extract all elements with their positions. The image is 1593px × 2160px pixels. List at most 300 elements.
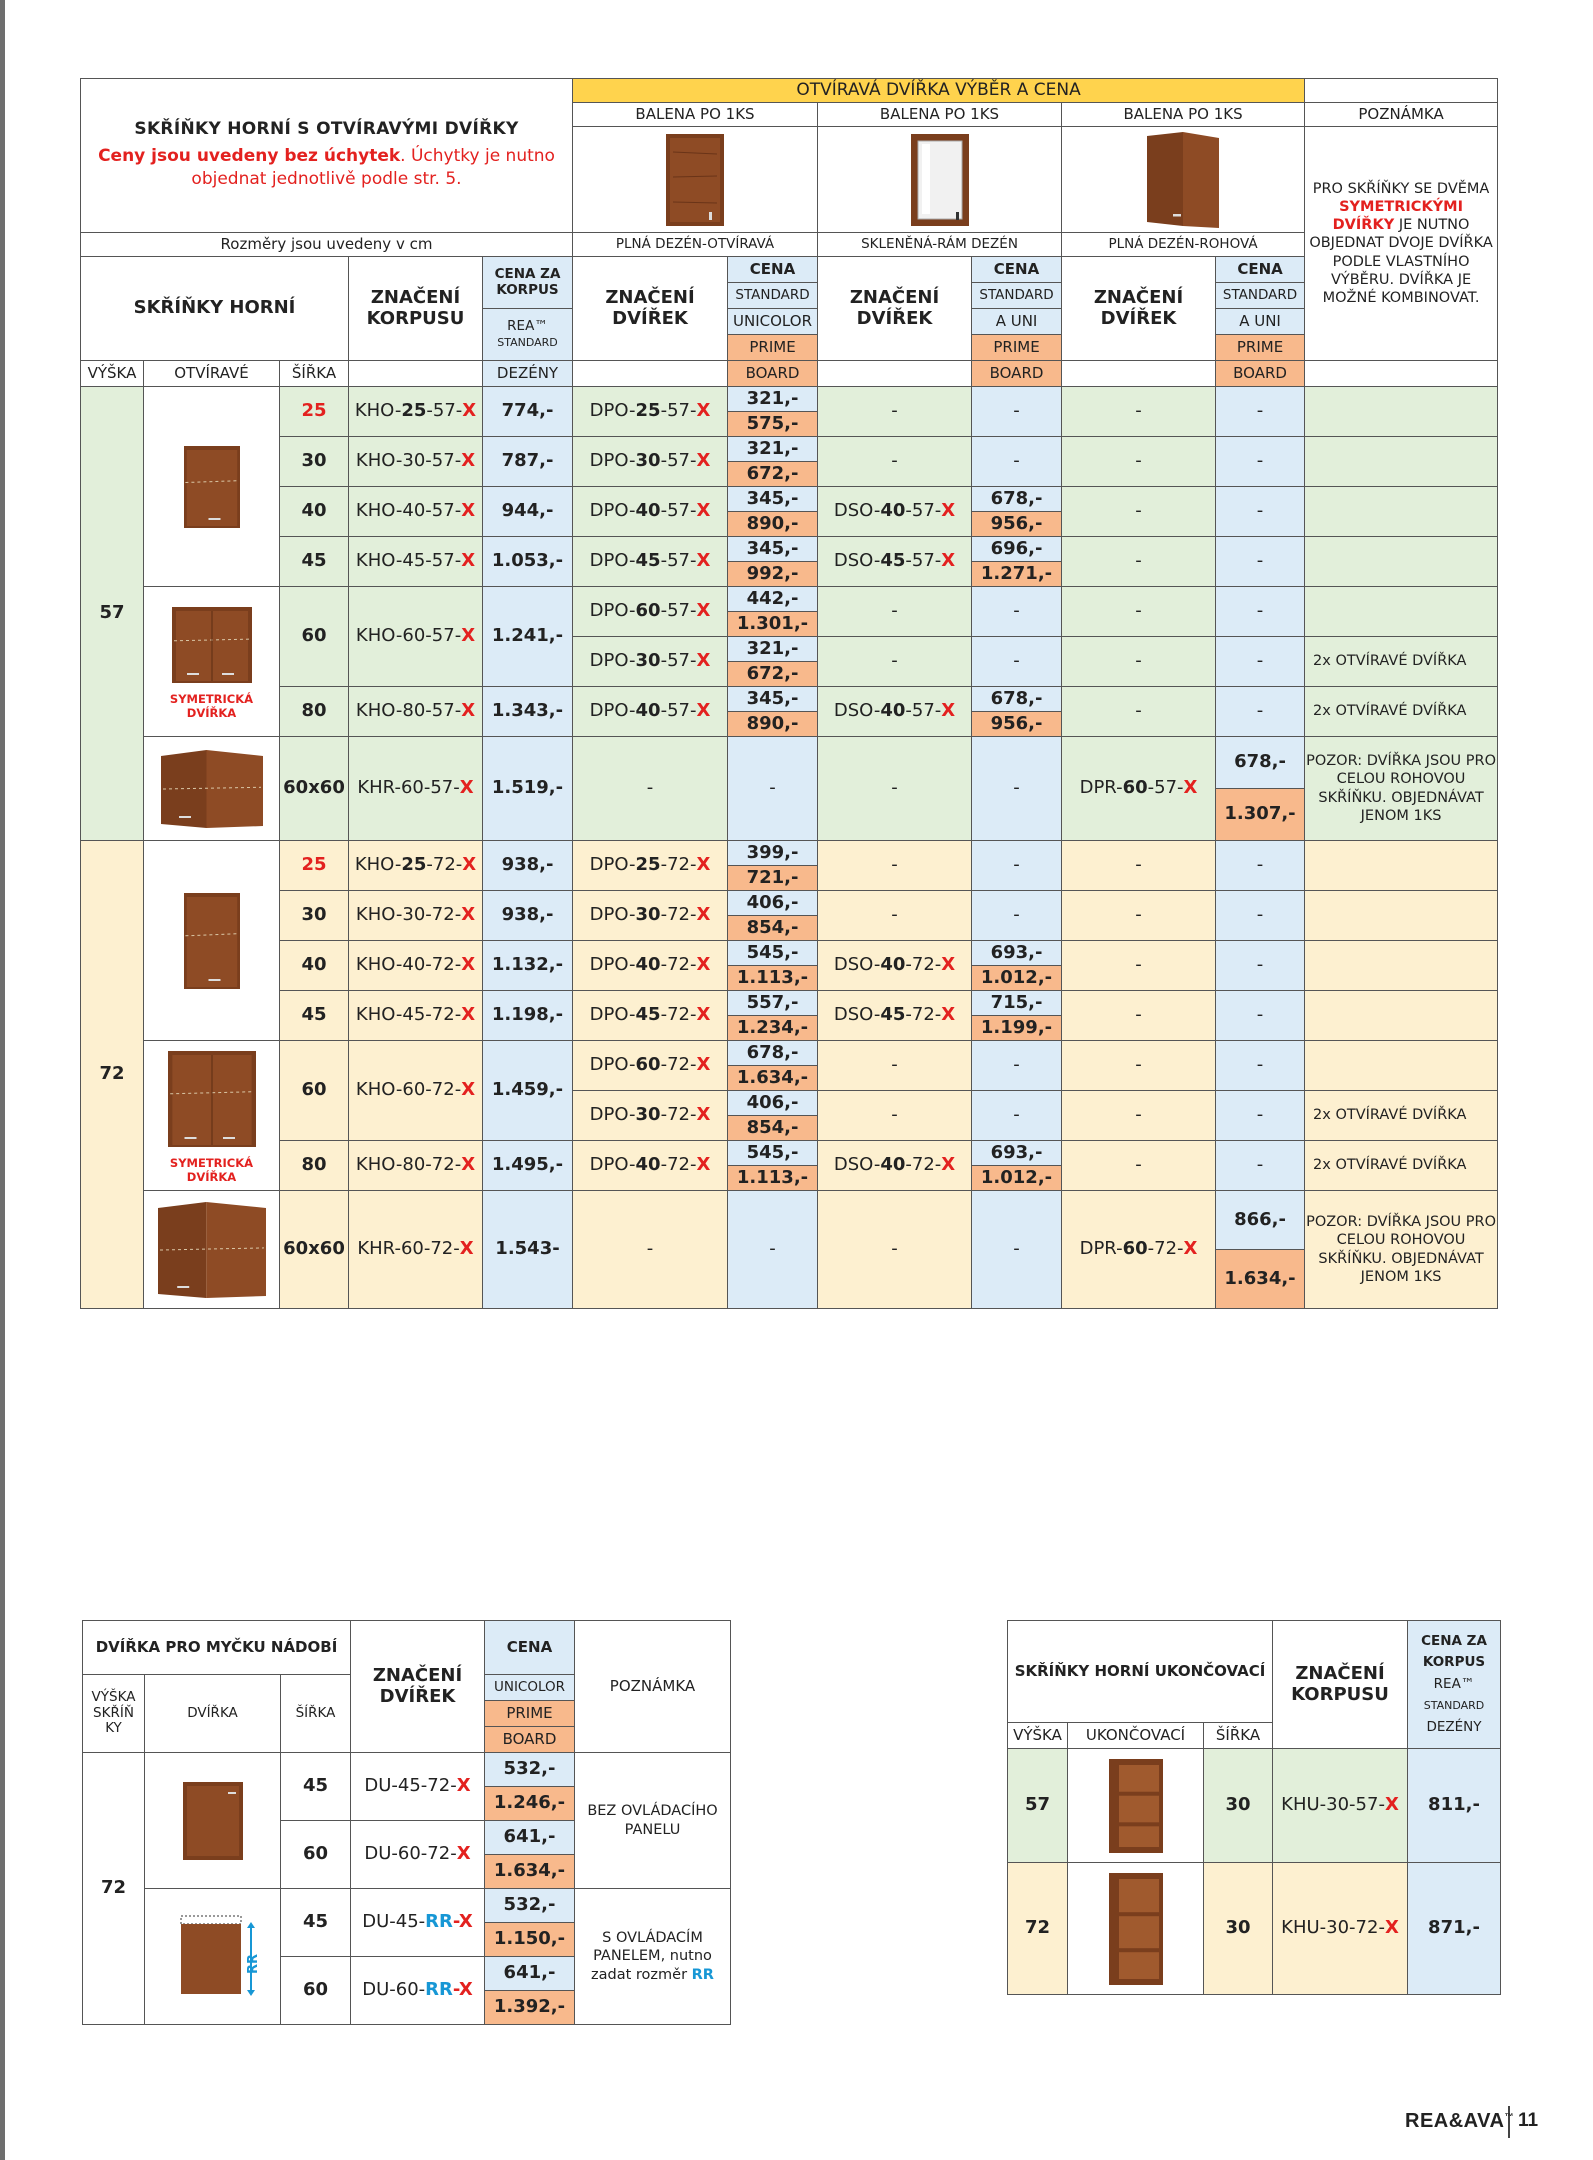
door-type-glass: SKLENĚNÁ-RÁM DEZÉN (818, 233, 1062, 257)
door-price-standard: 406,- (728, 891, 818, 916)
glass-door-price: - (972, 387, 1062, 437)
dishwasher-poznamka: POZNÁMKA (575, 1621, 731, 1753)
door-price-standard: 345,- (728, 487, 818, 512)
dishwasher-code: DU-45-RR-X (351, 1889, 485, 1957)
corner-door-code: - (1062, 637, 1216, 687)
dishwasher-code: DU-60-RR-X (351, 1957, 485, 2025)
height-value: 57 (81, 387, 144, 841)
end-cabinets-table (1007, 1620, 1501, 1995)
glass-door-price: - (972, 841, 1062, 891)
width-value: 30 (280, 891, 349, 941)
product-row (81, 1141, 1498, 1166)
standard-label-2: STANDARD (972, 283, 1062, 309)
glass-door-code: DSO-40-57-X (818, 487, 972, 537)
glass-door-code: DSO-40-57-X (818, 687, 972, 737)
door-price-standard: 321,- (728, 437, 818, 462)
corner-door-code: - (1062, 437, 1216, 487)
row-note: 2x OTVÍRAVÉ DVÍŘKA (1305, 1091, 1498, 1141)
header-title-cell (81, 79, 573, 233)
korpus-price: 774,- (483, 387, 573, 437)
door-code: DPO-30-57-X (573, 637, 728, 687)
end-code: KHU-30-57-X (1273, 1749, 1408, 1863)
glass-door-price-prime: 956,- (972, 512, 1062, 537)
glass-door-price: - (972, 587, 1062, 637)
product-row (81, 687, 1498, 712)
door-price-prime: 1.301,- (728, 612, 818, 637)
balena-2: BALENA PO 1KS (818, 103, 1062, 127)
end-code-header: ZNAČENÍ KORPUSU (1273, 1621, 1408, 1749)
glass-door-price: - (972, 1041, 1062, 1091)
price-note-bold: Ceny jsou uvedeny bez úchytek (98, 146, 401, 167)
door-code: DPO-40-72-X (573, 941, 728, 991)
glass-door-price-standard: 696,- (972, 537, 1062, 562)
unicolor-label-1: UNICOLOR (728, 309, 818, 335)
dishwasher-code: DU-45-72-X (351, 1753, 485, 1821)
a-uni-label-2: A UNI (972, 309, 1062, 335)
door-price-prime: 854,- (728, 916, 818, 941)
corner-door-code: - (1062, 1091, 1216, 1141)
dishwasher-code-header: ZNAČENÍ DVÍŘEK (351, 1621, 485, 1753)
end-height: 72 (1008, 1863, 1068, 1995)
glass-door-code: DSO-45-72-X (818, 991, 972, 1041)
corner-door-price-prime: 1.307,- (1216, 789, 1305, 841)
row-note (1305, 387, 1498, 437)
glass-door-price-prime: 1.271,- (972, 562, 1062, 587)
door-price-standard: 321,- (728, 387, 818, 412)
cena-header-1: CENA (728, 257, 818, 283)
corner-door-code: - (1062, 387, 1216, 437)
width-value: 40 (280, 487, 349, 537)
korpus-price: 1.241,- (483, 587, 573, 687)
width-value: 60x60 (280, 737, 349, 841)
end-row (1008, 1863, 1501, 1995)
cabinet-image-cell (144, 737, 280, 841)
glass-door-price-standard: 678,- (972, 487, 1062, 512)
corner-door-price: - (1216, 387, 1305, 437)
corner-door-price: - (1216, 637, 1305, 687)
glass-door-price-standard: 715,- (972, 991, 1062, 1016)
poznamka-header: POZNÁMKA (1305, 103, 1498, 127)
korpus-price: 787,- (483, 437, 573, 487)
standard-label-3: STANDARD (1216, 283, 1305, 309)
door-price-prime: 1.234,- (728, 1016, 818, 1041)
dishwasher-door-image (178, 1778, 248, 1864)
door-code: DPO-40-57-X (573, 487, 728, 537)
page-number: 11 (1518, 2110, 1539, 2131)
korpus-price: 1.343,- (483, 687, 573, 737)
svg-text:RR: RR (245, 1953, 261, 1974)
korpus-code: KHO-40-72-X (349, 941, 483, 991)
corner-door-price-standard: 866,- (1216, 1191, 1305, 1250)
otvirave-header: OTVÍRAVÉ (144, 361, 280, 387)
door-price-prime: 1.113,- (728, 1166, 818, 1191)
corner-door-code: - (1062, 1141, 1216, 1191)
product-row (81, 1191, 1498, 1250)
dishwasher-unicolor: UNICOLOR (485, 1675, 575, 1701)
dishwasher-height: 72 (83, 1753, 145, 2025)
end-image-cell (1068, 1749, 1204, 1863)
cabinet-image-cell (144, 1191, 280, 1309)
dishwasher-row (83, 1889, 731, 1923)
cabinet-image (157, 1047, 267, 1151)
row-note: 2x OTVÍRAVÉ DVÍŘKA (1305, 1141, 1498, 1191)
corner-door-code: - (1062, 891, 1216, 941)
dishwasher-price-prime: 1.150,- (485, 1923, 575, 1957)
cabinet-image (162, 603, 262, 687)
glass-door-price-prime: 1.012,- (972, 1166, 1062, 1191)
glass-door-code: - (818, 587, 972, 637)
door-code: DPO-40-72-X (573, 1141, 728, 1191)
end-row (1008, 1749, 1501, 1863)
door-price-standard: 545,- (728, 941, 818, 966)
korpus-price: 938,- (483, 891, 573, 941)
korpus-price: 1.053,- (483, 537, 573, 587)
korpus-price: 1.198,- (483, 991, 573, 1041)
door-price-prime: 854,- (728, 1116, 818, 1141)
corner-door-code: - (1062, 941, 1216, 991)
korpus-code: KHO-45-57-X (349, 537, 483, 587)
end-price: 871,- (1408, 1863, 1501, 1995)
dishwasher-sirka: ŠÍŘKA (281, 1675, 351, 1753)
door-code: DPO-45-72-X (573, 991, 728, 1041)
korpus-code: KHO-40-57-X (349, 487, 483, 537)
dishwasher-dvirka: DVÍŘKA (145, 1675, 281, 1753)
height-value: 72 (81, 841, 144, 1309)
corner-door-price: - (1216, 687, 1305, 737)
glass-door-price-standard: 678,- (972, 687, 1062, 712)
korpus-code: KHO-60-72-X (349, 1041, 483, 1141)
row-note (1305, 891, 1498, 941)
corner-door-price: - (1216, 891, 1305, 941)
corner-door-price-standard: 678,- (1216, 737, 1305, 789)
a-uni-label-3: A UNI (1216, 309, 1305, 335)
dishwasher-code: DU-60-72-X (351, 1821, 485, 1889)
dishwasher-rr-image-cell (145, 1889, 281, 2025)
row-note: 2x OTVÍRAVÉ DVÍŘKA (1305, 687, 1498, 737)
prime-label-2: PRIME (972, 335, 1062, 361)
glass-door-price-standard: 693,- (972, 1141, 1062, 1166)
upper-cabinets-table (80, 78, 1498, 1309)
corner-door-code: - (1062, 487, 1216, 537)
door-price-standard: 678,- (728, 1041, 818, 1066)
cabinet-image (177, 442, 247, 532)
glass-door-code: - (818, 1041, 972, 1091)
rea-standard-label: REA™ STANDARD (483, 309, 573, 361)
row-note (1305, 941, 1498, 991)
vyska-header: VÝŠKA (81, 361, 144, 387)
dishwasher-width: 45 (281, 1889, 351, 1957)
door-price-prime: 992,- (728, 562, 818, 587)
row-note: POZOR: DVÍŘKA JSOU PRO CELOU ROHOVOU SKŘÍŇKU. OBJEDNÁVAT JENOM 1KS (1305, 1191, 1498, 1309)
dishwasher-width: 60 (281, 1957, 351, 2025)
brand-logo: REA&AVA™ (1405, 2110, 1514, 2132)
prime-label-1: PRIME (728, 335, 818, 361)
glass-door-price: - (972, 737, 1062, 841)
cabinet-image-cell (144, 387, 280, 587)
door-price-prime: 721,- (728, 866, 818, 891)
glass-door-price-prime: 1.199,- (972, 1016, 1062, 1041)
width-value: 45 (280, 991, 349, 1041)
corner-door-code: - (1062, 687, 1216, 737)
width-value: 25 (280, 841, 349, 891)
end-price-header: CENA ZA KORPUS REA™ STANDARD DEZÉNY (1408, 1621, 1501, 1749)
row-note (1305, 537, 1498, 587)
dishwasher-rr-door-image (161, 1912, 265, 2002)
prime-label-3: PRIME (1216, 335, 1305, 361)
dishwasher-price-prime: 1.634,- (485, 1855, 575, 1889)
door-code: - (573, 737, 728, 841)
row-note (1305, 991, 1498, 1041)
korpus-code: KHO-30-72-X (349, 891, 483, 941)
corner-door-code: - (1062, 537, 1216, 587)
door-code: DPO-30-72-X (573, 1091, 728, 1141)
corner-door-price: - (1216, 487, 1305, 537)
width-value: 45 (280, 537, 349, 587)
dishwasher-vyska: VÝŠKA SKŘÍŇ KY (83, 1675, 145, 1753)
dishwasher-price-standard: 641,- (485, 1957, 575, 1991)
end-code: KHU-30-72-X (1273, 1863, 1408, 1995)
corner-door-price: - (1216, 991, 1305, 1041)
korpus-code: KHO-25-57-X (349, 387, 483, 437)
glass-door-price-prime: 956,- (972, 712, 1062, 737)
symmetric-doors-note: PRO SKŘÍŇKY SE DVĚMA SYMETRICKÝMI DVÍŘKY JE NUTNO OBJEDNAT DVOJE DVÍŘKA PODLE VLASTNÍHO VÝBĚRU. DVÍŘKA JE MOŽNÉ KOMBINOVAT. (1305, 127, 1498, 361)
door-price-standard: 321,- (728, 637, 818, 662)
cabinet-image (154, 1198, 270, 1302)
door-price-standard: - (728, 737, 818, 841)
corner-door-price: - (1216, 1041, 1305, 1091)
door-price-prime: 672,- (728, 662, 818, 687)
product-row (81, 941, 1498, 966)
cena-header-3: CENA (1216, 257, 1305, 283)
door-glass-image (908, 132, 972, 228)
korpus-code: KHO-60-57-X (349, 587, 483, 687)
balena-1: BALENA PO 1KS (573, 103, 818, 127)
dims-note: Rozměry jsou uvedeny v cm (81, 233, 573, 257)
door-price-prime: 890,- (728, 512, 818, 537)
door-code: DPO-30-72-X (573, 891, 728, 941)
board-label-2: BOARD (972, 361, 1062, 387)
cabinet-image-cell (144, 587, 280, 737)
glass-door-code: - (818, 437, 972, 487)
korpus-price: 1.543- (483, 1191, 573, 1309)
korpus-price: 1.495,- (483, 1141, 573, 1191)
door-glass-image-cell (818, 127, 1062, 233)
page-title: SKŘÍŇKY HORNÍ S OTVÍRAVÝMI DVÍŘKY (134, 118, 519, 139)
dishwasher-doors-table (82, 1620, 731, 2025)
cabinet-image (157, 746, 267, 832)
cabinet-image-cell (144, 1041, 280, 1191)
corner-door-price-prime: 1.634,- (1216, 1250, 1305, 1309)
standard-label-1: STANDARD (728, 283, 818, 309)
symmetric-label: SYMETRICKÁ DVÍŘKA (169, 1156, 254, 1184)
korpus-price: 938,- (483, 841, 573, 891)
product-row (81, 891, 1498, 916)
glass-door-price: - (972, 1191, 1062, 1309)
door-price-prime: 575,- (728, 412, 818, 437)
korpus-price: 944,- (483, 487, 573, 537)
door-code: - (573, 1191, 728, 1309)
door-price-prime: 1.113,- (728, 966, 818, 991)
product-row (81, 537, 1498, 562)
door-price-standard: - (728, 1191, 818, 1309)
glass-door-code: - (818, 891, 972, 941)
corner-door-code: DPR-60-72-X (1062, 1191, 1216, 1309)
door-code: DPO-30-57-X (573, 437, 728, 487)
product-row (81, 387, 1498, 412)
korpus-price: 1.132,- (483, 941, 573, 991)
glass-door-price: - (972, 637, 1062, 687)
product-row (81, 991, 1498, 1016)
door-price-standard: 406,- (728, 1091, 818, 1116)
korpus-price-header: CENA ZA KORPUS (483, 257, 573, 309)
dishwasher-price-standard: 641,- (485, 1821, 575, 1855)
glass-door-code: - (818, 1191, 972, 1309)
end-price: 811,- (1408, 1749, 1501, 1863)
width-value: 30 (280, 437, 349, 487)
row-note: 2x OTVÍRAVÉ DVÍŘKA (1305, 637, 1498, 687)
corner-door-price: - (1216, 1091, 1305, 1141)
end-width: 30 (1204, 1863, 1273, 1995)
glass-door-code: - (818, 841, 972, 891)
end-height: 57 (1008, 1749, 1068, 1863)
width-value: 60x60 (280, 1191, 349, 1309)
product-row (81, 841, 1498, 866)
end-vyska: VÝŠKA (1008, 1723, 1068, 1749)
glass-door-code: DSO-40-72-X (818, 941, 972, 991)
door-plain-image (663, 132, 727, 228)
end-image-cell (1068, 1863, 1204, 1995)
door-code-header-1: ZNAČENÍ DVÍŘEK (573, 257, 728, 361)
door-code: DPO-45-57-X (573, 537, 728, 587)
row-note (1305, 487, 1498, 537)
product-row (81, 737, 1498, 789)
korpus-code: KHO-45-72-X (349, 991, 483, 1041)
glass-door-price-prime: 1.012,- (972, 966, 1062, 991)
dishwasher-board: BOARD (485, 1727, 575, 1753)
end-shelf-image (1101, 1755, 1171, 1857)
symmetric-label: SYMETRICKÁ DVÍŘKA (169, 692, 254, 720)
door-choice-banner: OTVÍRAVÁ DVÍŘKA VÝBĚR A CENA (573, 79, 1305, 103)
dishwasher-width: 45 (281, 1753, 351, 1821)
corner-door-price: - (1216, 537, 1305, 587)
row-note (1305, 437, 1498, 487)
door-code: DPO-40-57-X (573, 687, 728, 737)
balena-3: BALENA PO 1KS (1062, 103, 1305, 127)
corner-door-price: - (1216, 941, 1305, 991)
dezeny-label: DEZÉNY (483, 361, 573, 387)
korpus-code: KHO-30-57-X (349, 437, 483, 487)
cabinet-image (177, 889, 247, 993)
dishwasher-note-1: BEZ OVLÁDACÍHO PANELU (575, 1753, 731, 1889)
corner-door-price: - (1216, 1141, 1305, 1191)
product-row (81, 1041, 1498, 1066)
korpus-code: KHO-80-72-X (349, 1141, 483, 1191)
board-label-1: BOARD (728, 361, 818, 387)
corner-door-price: - (1216, 437, 1305, 487)
glass-door-code: - (818, 737, 972, 841)
glass-door-price-standard: 693,- (972, 941, 1062, 966)
korpus-code-header: ZNAČENÍ KORPUSU (349, 257, 483, 361)
dishwasher-note-2: S OVLÁDACÍM PANELEM, nutno zadat rozměr RR (575, 1889, 731, 2025)
dishwasher-price-prime: 1.392,- (485, 1991, 575, 2025)
dishwasher-prime: PRIME (485, 1701, 575, 1727)
door-code-header-3: ZNAČENÍ DVÍŘEK (1062, 257, 1216, 361)
glass-door-code: - (818, 1091, 972, 1141)
corner-door-code: - (1062, 587, 1216, 637)
cabinet-image-cell (144, 841, 280, 1041)
end-shelf-image (1101, 1869, 1171, 1989)
corner-door-code: DPR-60-57-X (1062, 737, 1216, 841)
dishwasher-cena: CENA (485, 1621, 575, 1675)
dishwasher-row (83, 1753, 731, 1787)
glass-door-code: - (818, 637, 972, 687)
section-57 (81, 387, 1498, 841)
door-type-corner: PLNÁ DEZÉN-ROHOVÁ (1062, 233, 1305, 257)
width-value: 80 (280, 1141, 349, 1191)
corner-door-price: - (1216, 587, 1305, 637)
product-row (81, 487, 1498, 512)
door-price-prime: 672,- (728, 462, 818, 487)
glass-door-price: - (972, 437, 1062, 487)
width-value: 25 (280, 387, 349, 437)
dishwasher-price-standard: 532,- (485, 1753, 575, 1787)
korpus-price: 1.519,- (483, 737, 573, 841)
door-corner-image (1143, 130, 1223, 230)
korpus-code: KHR-60-57-X (349, 737, 483, 841)
cena-header-2: CENA (972, 257, 1062, 283)
sirka-header: ŠÍŘKA (280, 361, 349, 387)
board-label-3: BOARD (1216, 361, 1305, 387)
end-sirka: ŠÍŘKA (1204, 1723, 1273, 1749)
door-price-standard: 345,- (728, 537, 818, 562)
row-note: POZOR: DVÍŘKA JSOU PRO CELOU ROHOVOU SKŘÍŇKU. OBJEDNÁVAT JENOM 1KS (1305, 737, 1498, 841)
price-note: . Úchytky je nutno objednat jednotlivě podle str. 5. (191, 146, 555, 190)
corner-door-code: - (1062, 841, 1216, 891)
door-price-standard: 399,- (728, 841, 818, 866)
dishwasher-width: 60 (281, 1821, 351, 1889)
group-header: SKŘÍŇKY HORNÍ (81, 257, 349, 361)
end-ukoncovaci: UKONČOVACÍ (1068, 1723, 1204, 1749)
glass-door-price: - (972, 891, 1062, 941)
product-row (81, 587, 1498, 612)
door-code: DPO-60-57-X (573, 587, 728, 637)
dishwasher-image-cell (145, 1753, 281, 1889)
door-price-prime: 890,- (728, 712, 818, 737)
corner-door-price: - (1216, 841, 1305, 891)
row-note (1305, 841, 1498, 891)
door-code: DPO-60-72-X (573, 1041, 728, 1091)
door-corner-image-cell (1062, 127, 1305, 233)
corner-door-code: - (1062, 1041, 1216, 1091)
dishwasher-title: DVÍŘKA PRO MYČKU NÁDOBÍ (83, 1621, 351, 1675)
door-price-standard: 442,- (728, 587, 818, 612)
dishwasher-price-prime: 1.246,- (485, 1787, 575, 1821)
door-code-header-2: ZNAČENÍ DVÍŘEK (818, 257, 972, 361)
korpus-code: KHO-25-72-X (349, 841, 483, 891)
width-value: 60 (280, 587, 349, 687)
glass-door-price: - (972, 1091, 1062, 1141)
width-value: 40 (280, 941, 349, 991)
door-type-plain: PLNÁ DEZÉN-OTVÍRAVÁ (573, 233, 818, 257)
row-note (1305, 587, 1498, 637)
korpus-code: KHR-60-72-X (349, 1191, 483, 1309)
corner-door-code: - (1062, 991, 1216, 1041)
glass-door-code: - (818, 387, 972, 437)
door-code: DPO-25-72-X (573, 841, 728, 891)
end-title: SKŘÍŇKY HORNÍ UKONČOVACÍ (1008, 1621, 1273, 1723)
korpus-code: KHO-80-57-X (349, 687, 483, 737)
door-price-standard: 345,- (728, 687, 818, 712)
